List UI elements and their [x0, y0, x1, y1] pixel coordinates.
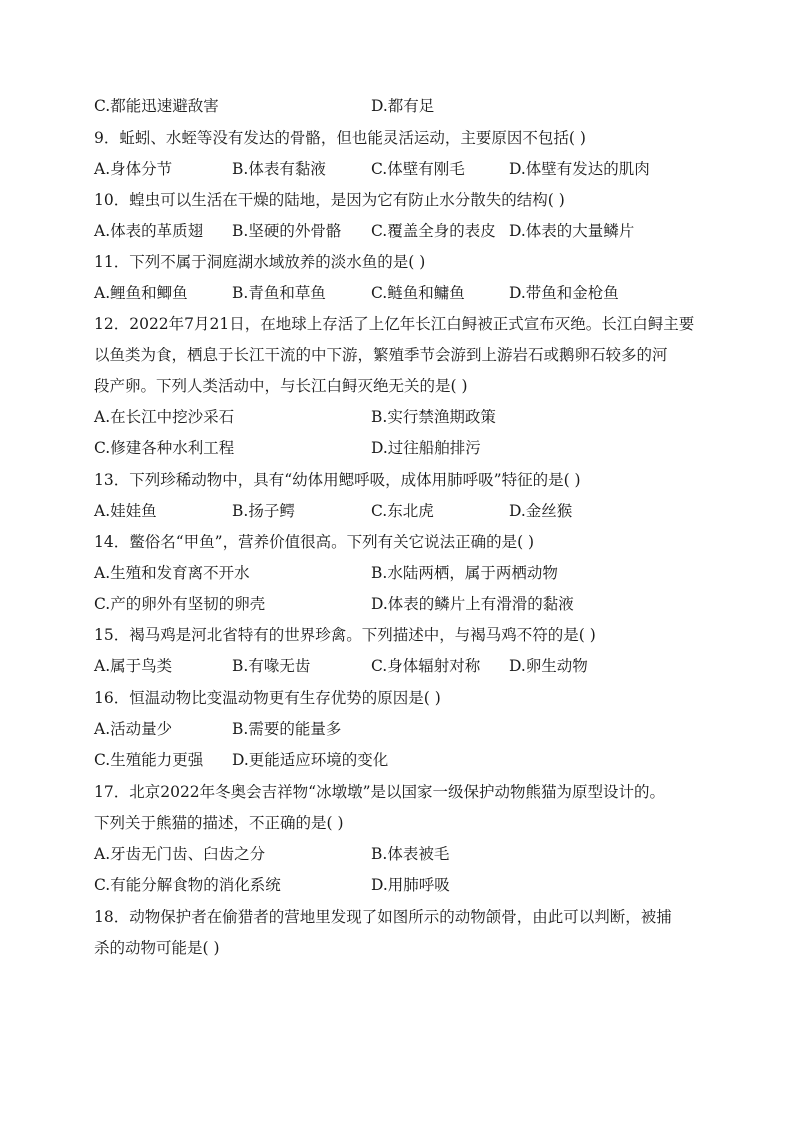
q14-option-b: B.水陆两栖，属于两栖动物 [371, 564, 558, 582]
q16-option-a: A.活动量少 [94, 720, 173, 738]
q8-option-c: C.都能迅速避敌害 [94, 97, 219, 115]
q13-option-a: A.娃娃鱼 [94, 502, 157, 520]
q10-stem: 10．蝗虫可以生活在干燥的陆地，是因为它有防止水分散失的结构( ) [94, 191, 565, 209]
q9-stem: 9．蚯蚓、水蛭等没有发达的骨骼，但也能灵活运动，主要原因不包括( ) [94, 129, 586, 147]
q9-option-c: C.体壁有刚毛 [371, 160, 465, 178]
q14-option-c: C.产的卵外有坚韧的卵壳 [94, 595, 266, 613]
q13-stem: 13．下列珍稀动物中，具有“幼体用鳃呼吸，成体用肺呼吸”特征的是( ) [94, 471, 581, 489]
q17-option-c: C.有能分解食物的消化系统 [94, 876, 281, 894]
q15-option-c: C.身体辐射对称 [371, 657, 481, 675]
q14-stem: 14．鳖俗名“甲鱼”，营养价值很高。下列有关它说法正确的是( ) [94, 533, 535, 551]
q15-option-d: D.卵生动物 [509, 657, 588, 675]
q16-option-d: D.更能适应环境的变化 [232, 751, 389, 769]
q10-option-b: B.坚硬的外骨骼 [232, 222, 342, 240]
q12-option-d: D.过往船舶排污 [371, 439, 481, 457]
q10-option-d: D.体表的大量鳞片 [509, 222, 635, 240]
q17-option-d: D.用肺呼吸 [371, 876, 450, 894]
q16-option-c: C.生殖能力更强 [94, 751, 204, 769]
q17-stem-line2: 下列关于熊猫的描述，不正确的是( ) [94, 814, 344, 832]
q12-stem-line2: 以鱼类为食，栖息于长江干流的中下游，繁殖季节会游到上游岩石或鹅卵石较多的河 [94, 346, 668, 364]
q14-option-d: D.体表的鳞片上有滑滑的黏液 [371, 595, 574, 613]
q15-option-b: B.有喙无齿 [232, 657, 311, 675]
q12-option-a: A.在长江中挖沙采石 [94, 408, 235, 426]
q17-option-a: A.牙齿无门齿、臼齿之分 [94, 845, 266, 863]
q13-option-b: B.扬子鳄 [232, 502, 295, 520]
q12-stem-line3: 段产卵。下列人类活动中，与长江白鲟灭绝无关的是( ) [94, 377, 468, 395]
q10-option-a: A.体表的革质翅 [94, 222, 204, 240]
q12-option-c: C.修建各种水利工程 [94, 439, 235, 457]
q8-option-d: D.都有足 [371, 97, 435, 115]
q13-option-c: C.东北虎 [371, 502, 434, 520]
q11-option-a: A.鲤鱼和鲫鱼 [94, 284, 188, 302]
q18-stem-line1: 18．动物保护者在偷猎者的营地里发现了如图所示的动物颌骨，由此可以判断，被捕 [94, 908, 672, 926]
q9-option-a: A.身体分节 [94, 160, 173, 178]
q11-option-b: B.青鱼和草鱼 [232, 284, 326, 302]
q11-option-c: C.鲢鱼和鳙鱼 [371, 284, 465, 302]
q17-stem-line1: 17．北京2022年冬奥会吉祥物“冰墩墩”是以国家一级保护动物熊猫为原型设计的。 [94, 783, 666, 801]
q16-stem: 16．恒温动物比变温动物更有生存优势的原因是( ) [94, 689, 441, 707]
q16-option-b: B.需要的能量多 [232, 720, 342, 738]
q18-stem-line2: 杀的动物可能是( ) [94, 939, 220, 957]
q15-stem: 15．褐马鸡是河北省特有的世界珍禽。下列描述中，与褐马鸡不符的是( ) [94, 626, 596, 644]
q13-option-d: D.金丝猴 [509, 502, 573, 520]
q9-option-b: B.体表有黏液 [232, 160, 326, 178]
q17-option-b: B.体表被毛 [371, 845, 450, 863]
q11-stem: 11．下列不属于洞庭湖水域放养的淡水鱼的是( ) [94, 253, 426, 271]
q11-option-d: D.带鱼和金枪鱼 [509, 284, 619, 302]
q14-option-a: A.生殖和发育离不开水 [94, 564, 250, 582]
q12-stem-line1: 12．2022年7月21日，在地球上存活了上亿年长江白鲟被正式宣布灭绝。长江白鲟主要 [94, 315, 695, 333]
q9-option-d: D.体壁有发达的肌肉 [509, 160, 650, 178]
q12-option-b: B.实行禁渔期政策 [371, 408, 496, 426]
q10-option-c: C.覆盖全身的表皮 [371, 222, 496, 240]
q15-option-a: A.属于鸟类 [94, 657, 173, 675]
